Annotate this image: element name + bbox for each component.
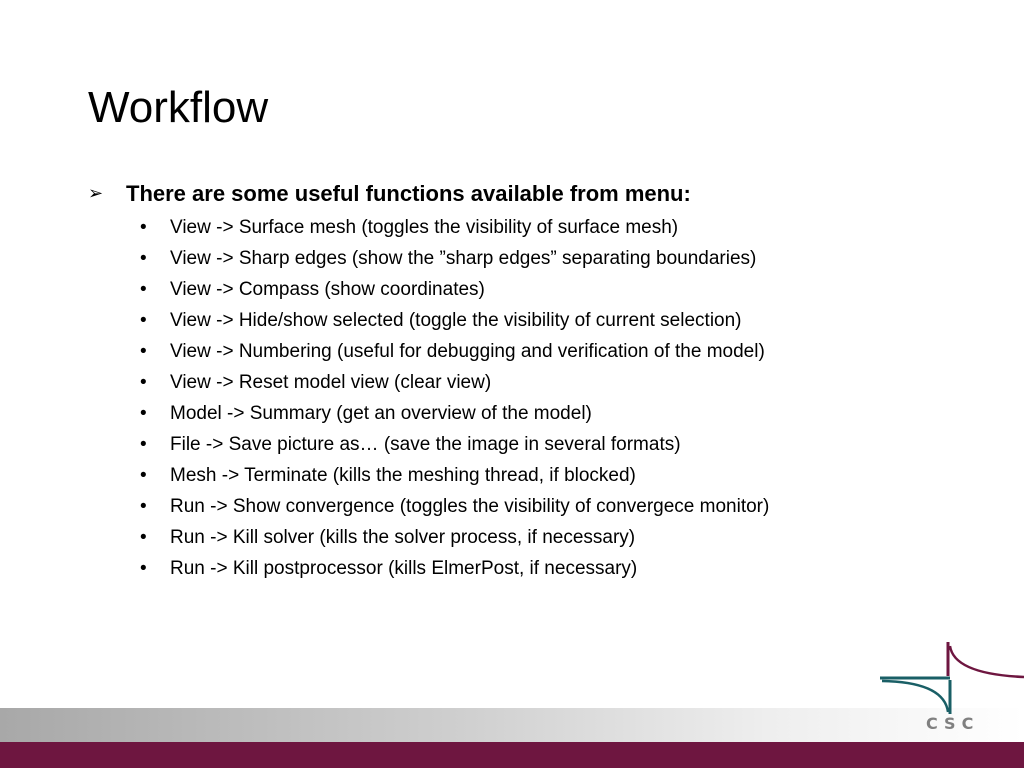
- list-item-text: View -> Reset model view (clear view): [170, 372, 492, 393]
- footer-gradient-band: [0, 708, 1024, 742]
- slide-content: [88, 178, 968, 579]
- footer-bar: [0, 742, 1024, 768]
- bullet-dot-icon: •: [140, 217, 147, 238]
- bullet-dot-icon: •: [140, 558, 147, 579]
- slide-title: Workflow: [88, 83, 269, 132]
- list-item-text: Model -> Summary (get an overview of the model): [170, 403, 592, 424]
- bullet-dot-icon: •: [140, 527, 147, 548]
- bullet-dot-icon: •: [140, 248, 147, 269]
- bullet-dot-icon: •: [140, 465, 147, 486]
- arrow-bullet-icon: ➢: [88, 183, 104, 203]
- bullet-dot-icon: •: [140, 496, 147, 517]
- bullet-dot-icon: •: [140, 372, 147, 393]
- list-item-text: Run -> Show convergence (toggles the visibility of convergece monitor): [170, 496, 770, 517]
- main-bullet: [88, 178, 968, 209]
- bullet-dot-icon: •: [140, 403, 147, 424]
- bullet-dot-icon: •: [140, 310, 147, 331]
- list-item-text: Run -> Kill solver (kills the solver process, if necessary): [170, 527, 636, 548]
- list-item-text: View -> Sharp edges (show the ”sharp edges” separating boundaries): [170, 248, 757, 269]
- list-item-text: View -> Numbering (useful for debugging and verification of the model): [170, 341, 765, 362]
- bullet-dot-icon: •: [140, 434, 147, 455]
- main-bullet-text: There are some useful functions available from menu:: [126, 181, 691, 206]
- list-item-text: Run -> Kill postprocessor (kills ElmerPost, if necessary): [170, 558, 638, 579]
- list-item-text: Mesh -> Terminate (kills the meshing thread, if blocked): [170, 465, 636, 486]
- logo-text: CSC: [926, 714, 980, 733]
- list-item-text: View -> Surface mesh (toggles the visibility of surface mesh): [170, 217, 679, 238]
- csc-logo: [878, 640, 1024, 740]
- bullet-dot-icon: •: [140, 341, 147, 362]
- list-item-text: View -> Compass (show coordinates): [170, 279, 485, 300]
- list-item-text: File -> Save picture as… (save the image in several formats): [170, 434, 681, 455]
- list-item-text: View -> Hide/show selected (toggle the visibility of current selection): [170, 310, 742, 331]
- bullet-dot-icon: •: [140, 279, 147, 300]
